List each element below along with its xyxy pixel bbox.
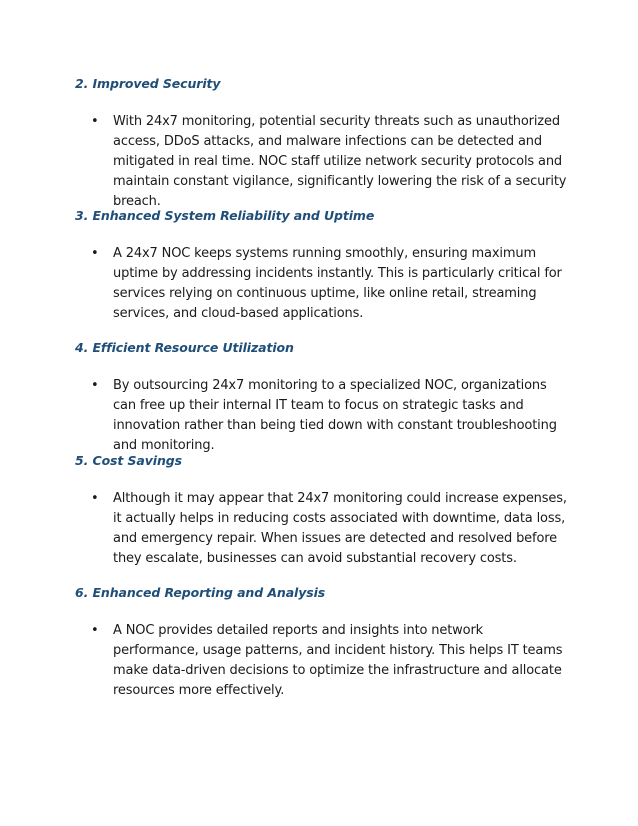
bullet-list	[75, 112, 575, 212]
bullet-icon: •	[91, 378, 99, 393]
section-heading: 6. Enhanced Reporting and Analysis	[75, 585, 326, 600]
bullet-item	[75, 112, 575, 212]
bullet-text: Although it may appear that 24x7 monitoring could increase expenses, it actually helps in reducing costs associated with downtime, data loss, and emergency repair. When issues are detected and resolved before they escalate, businesses can avoid substantial recovery costs.	[113, 491, 567, 566]
bullet-list	[75, 244, 575, 324]
section-resource-utilization	[75, 340, 575, 456]
bullet-text: A 24x7 NOC keeps systems running smoothly, ensuring maximum uptime by addressing incidents instantly. This is particularly critical for services relying on continuous uptime, like online retail, streaming services, and cloud-based applications.	[113, 246, 562, 321]
bullet-list	[75, 376, 575, 456]
bullet-icon: •	[91, 114, 99, 129]
section-cost-savings	[75, 453, 575, 569]
bullet-icon: •	[91, 623, 99, 638]
bullet-text: A NOC provides detailed reports and insights into network performance, usage patterns, and incident history. This helps IT teams make data-driven decisions to optimize the infrastructure and allocate resources more effectively.	[113, 623, 563, 698]
section-improved-security	[75, 76, 575, 212]
bullet-icon: •	[91, 491, 99, 506]
section-reporting-analysis	[75, 585, 575, 701]
section-heading: 5. Cost Savings	[75, 453, 182, 468]
bullet-item	[75, 244, 575, 324]
bullet-text: With 24x7 monitoring, potential security threats such as unauthorized access, DDoS attacks, and malware infections can be detected and mitigated in real time. NOC staff utilize network security protocols and maintain constant vigilance, significantly lowering the risk of a security breach.	[113, 114, 567, 209]
section-heading: 2. Improved Security	[75, 76, 221, 91]
bullet-list	[75, 621, 575, 701]
section-heading: 3. Enhanced System Reliability and Uptime	[75, 208, 375, 223]
bullet-item	[75, 489, 575, 569]
section-heading: 4. Efficient Resource Utilization	[75, 340, 294, 355]
bullet-text: By outsourcing 24x7 monitoring to a specialized NOC, organizations can free up their internal IT team to focus on strategic tasks and innovation rather than being tied down with constant troubleshooting and monitoring.	[113, 378, 557, 453]
bullet-item	[75, 621, 575, 701]
section-reliability-uptime	[75, 208, 575, 324]
bullet-list	[75, 489, 575, 569]
bullet-icon: •	[91, 246, 99, 261]
bullet-item	[75, 376, 575, 456]
